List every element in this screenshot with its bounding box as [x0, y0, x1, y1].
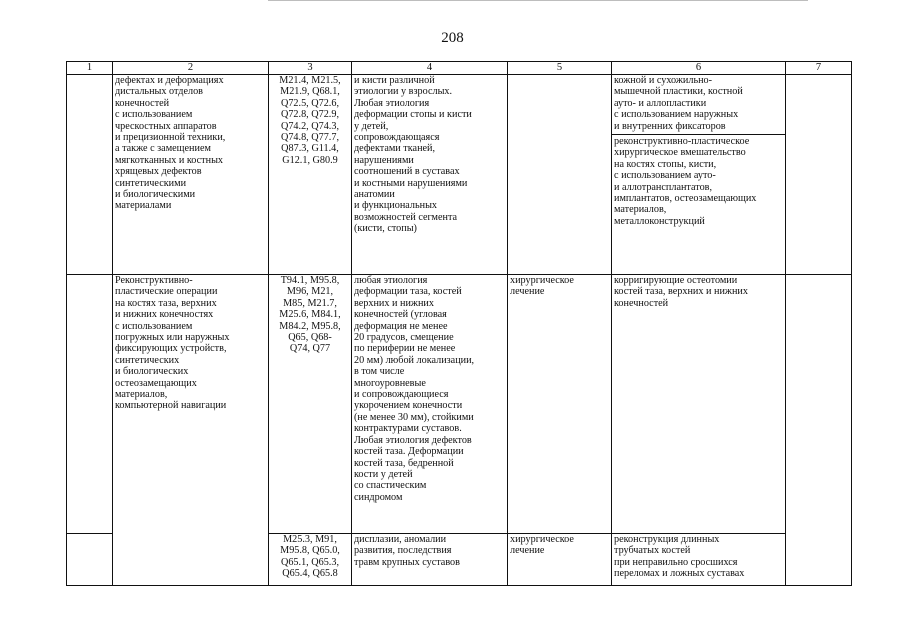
cell-treatment-type [508, 75, 612, 275]
header-col-3: 3 [269, 62, 352, 75]
cell-treatment-type: хирургическое лечение [508, 534, 612, 586]
scan-top-line [268, 0, 808, 1]
header-col-2: 2 [113, 62, 269, 75]
cell-treatment-method: реконструкция длинных трубчатых костей при неправильно сросшихся переломах и ложных суставах [612, 534, 786, 586]
cell-procedure-group: дефектах и деформациях дистальных отделов конечностей с использованием чрескостных аппаратов и прецизионной техники, а также с замещением мягкотканных и костных хрящевых дефектов синтетическими и биологическими материалами [113, 75, 269, 275]
table-row [67, 275, 852, 534]
cell-treatment-method: корригирующие остеотомии костей таза, верхних и нижних конечностей [612, 275, 786, 534]
cell-number [67, 534, 113, 586]
cell-patient-model: и кисти различной этиологии у взрослых. Любая этиология деформации стопы и кисти у детей, сопровождающаяся дефектами тканей, нарушениями соотношений в суставах и костными нарушениями анатомии и функциональных возможностей сегмента (кисти, стопы) [352, 75, 508, 275]
cell-icd-codes: M25.3, M91, M95.8, Q65.0, Q65.1, Q65.3, Q65.4, Q65.8 [269, 534, 352, 586]
cell-norm [786, 75, 852, 275]
treatment-method-part-2: реконструктивно-пластическое хирургическое вмешательство на костях стопы, кисти, с использованием ауто- и аллотрансплантатов, имплантатов, остеозамещающих материалов, металлоконструкций [612, 134, 785, 227]
header-col-7: 7 [786, 62, 852, 75]
procedures-table [66, 61, 852, 586]
cell-treatment-type: хирургическое лечение [508, 275, 612, 534]
header-col-5: 5 [508, 62, 612, 75]
cell-icd-codes: T94.1, M95.8, M96, M21, M85, M21.7, M25.6, M84.1, M84.2, M95.8, Q65, Q68- Q74, Q77 [269, 275, 352, 534]
cell-number [67, 275, 113, 534]
header-col-1: 1 [67, 62, 113, 75]
cell-patient-model: дисплазии, аномалии развития, последствия травм крупных суставов [352, 534, 508, 586]
cell-patient-model: любая этиология деформации таза, костей верхних и нижних конечностей (угловая деформация не менее 20 градусов, смещение по периферии не менее 20 мм) любой локализации, в том числе многоуровневые и сопровождающиеся укорочением конечности (не менее 30 мм), стойкими контрактурами суставов. Любая этиология дефектов костей таза. Деформации костей таза, бедренной кости у детей со спастическим синдромом [352, 275, 508, 534]
cell-number [67, 75, 113, 275]
header-col-4: 4 [352, 62, 508, 75]
header-row [67, 62, 852, 75]
treatment-method-part-1: кожной и сухожильно- мышечной пластики, костной ауто- и аллопластики с использованием наружных и внутренних фиксаторов [614, 75, 743, 132]
header-col-6: 6 [612, 62, 786, 75]
cell-norm [786, 275, 852, 586]
cell-procedure-group: Реконструктивно- пластические операции на костях таза, верхних и нижних конечностях с использованием погружных или наружных фиксирующих устройств, синтетических и биологических остеозамещающих материалов, компьютерной навигации [113, 275, 269, 586]
table-row [67, 75, 852, 275]
cell-icd-codes: M21.4, M21.5, M21.9, Q68.1, Q72.5, Q72.6, Q72.8, Q72.9, Q74.2, Q74.3, Q74.8, Q77.7, Q87.3, G11.4, G12.1, G80.9 [269, 75, 352, 275]
cell-treatment-method [612, 75, 786, 275]
page-number: 208 [441, 30, 464, 46]
